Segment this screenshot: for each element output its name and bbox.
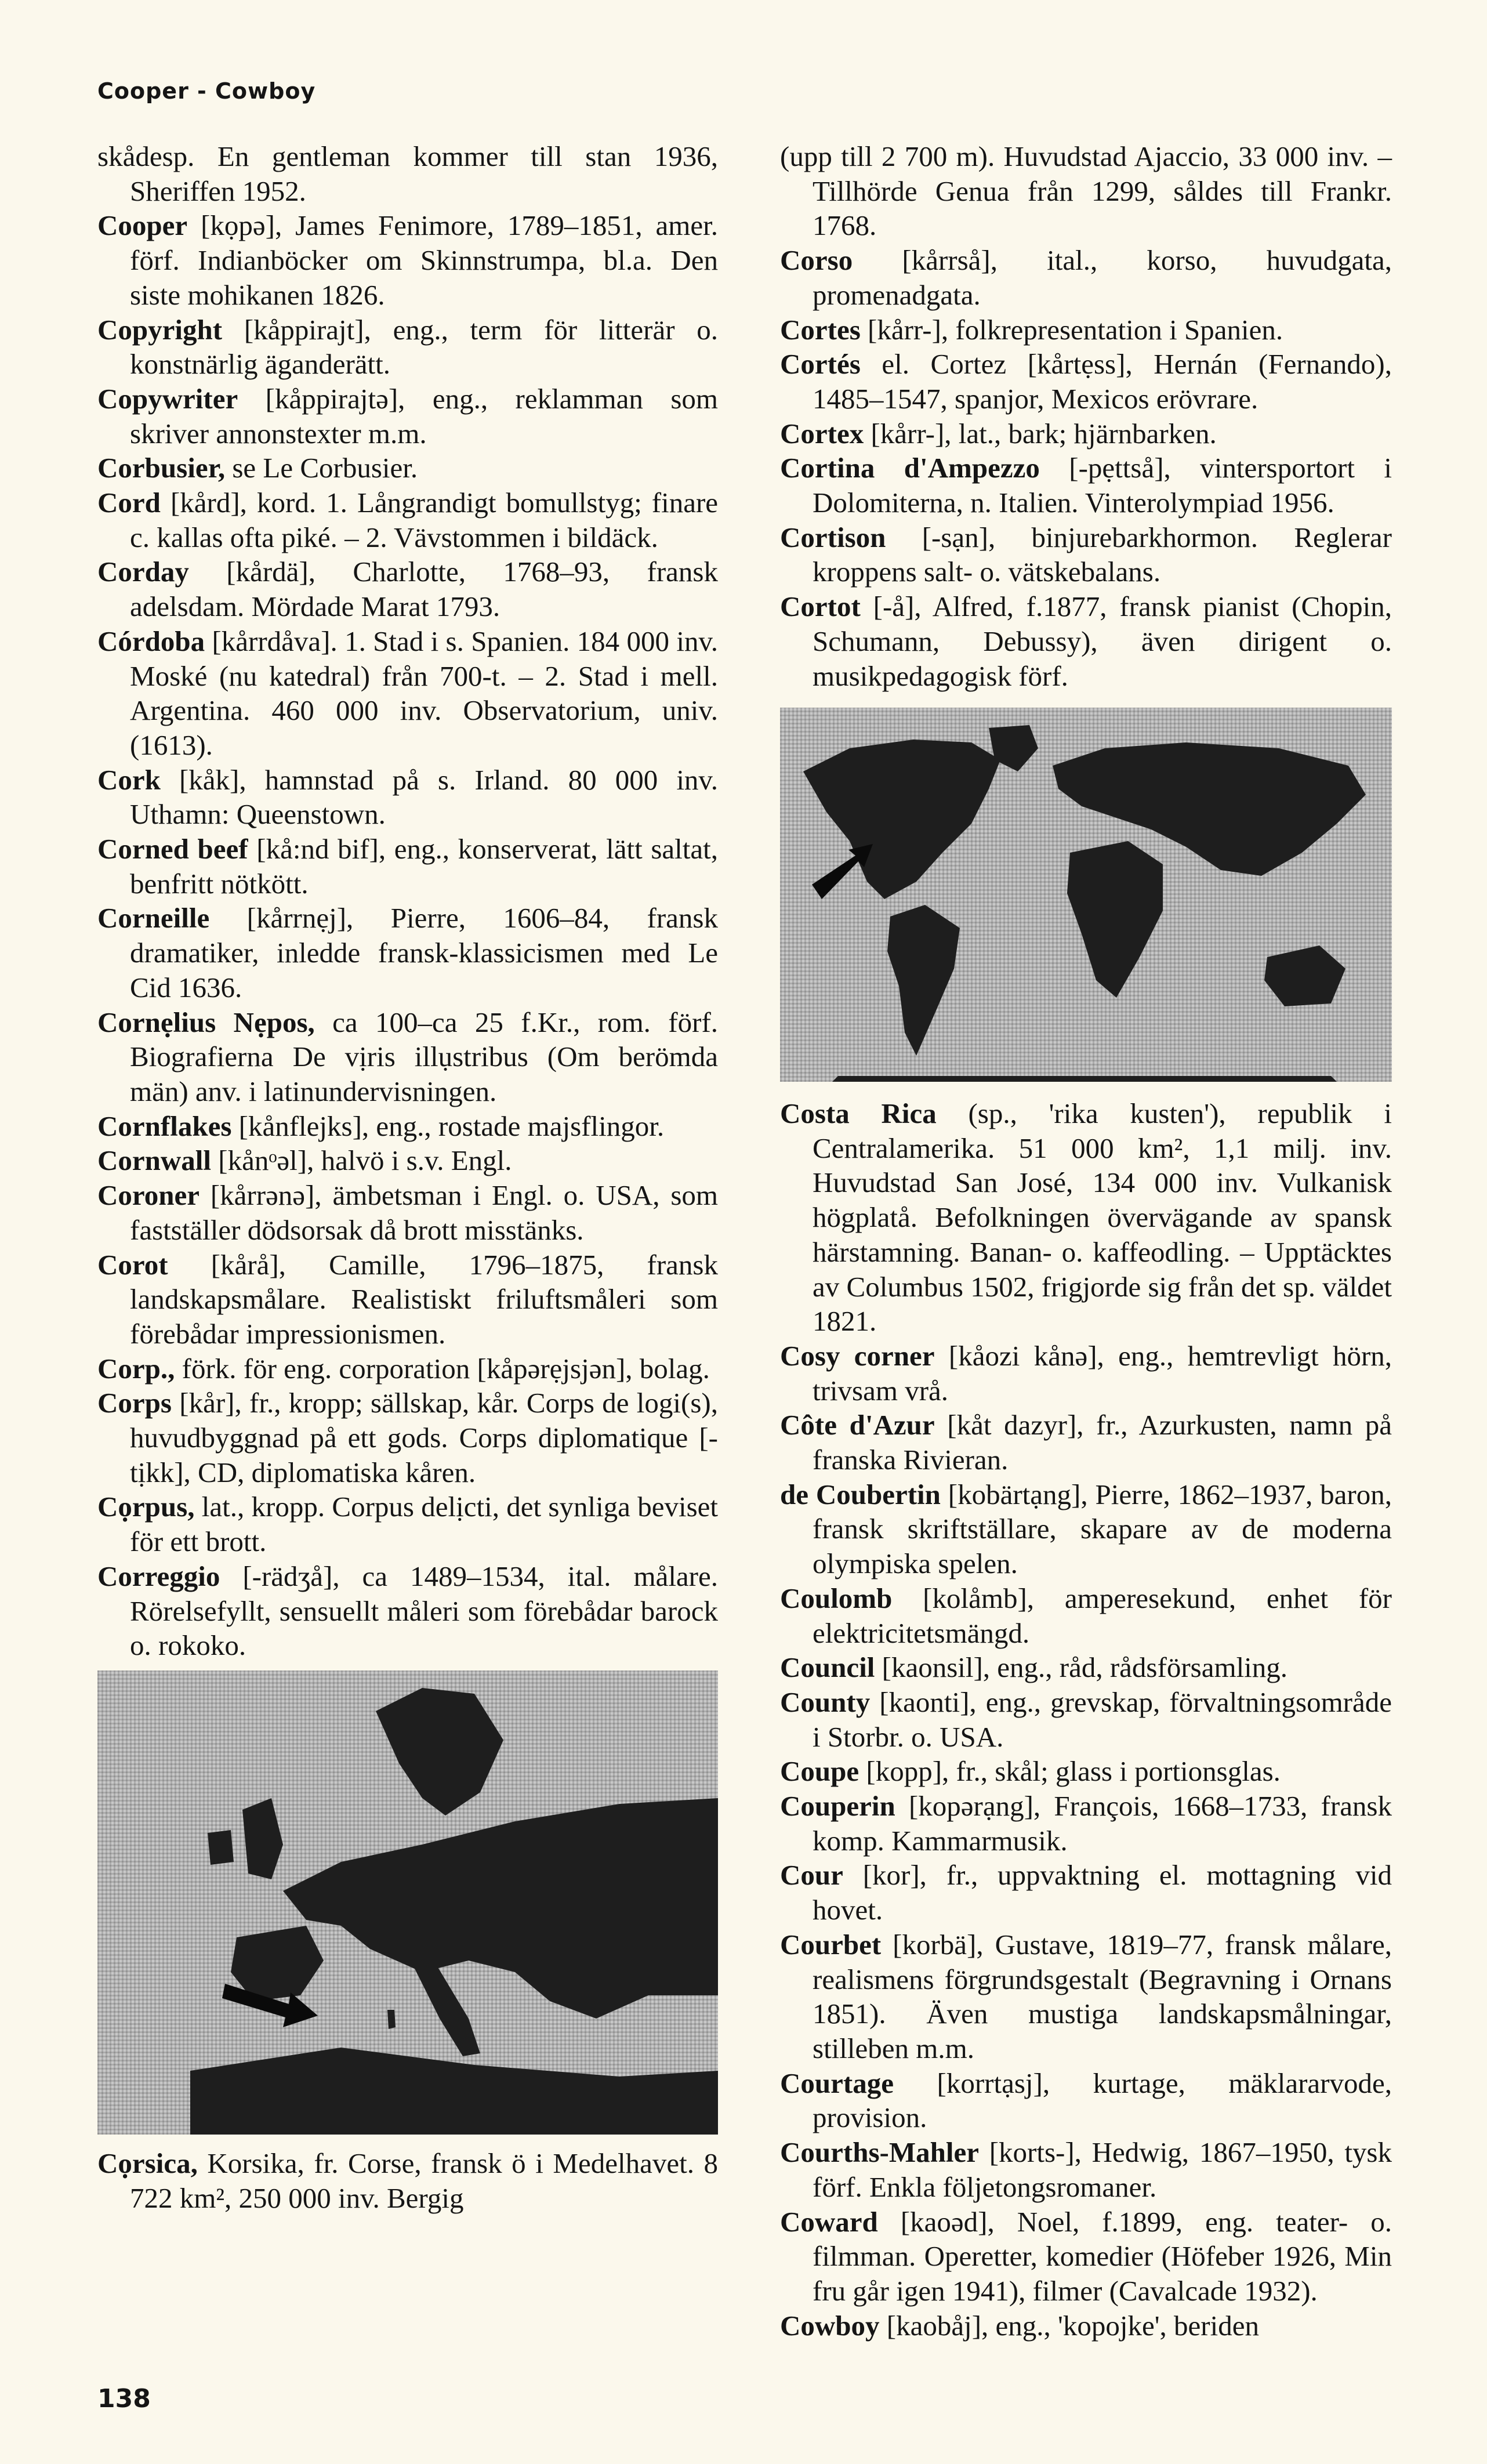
entry-text: [korbä], Gustave, 1819–77, fransk målare, realismens förgrundsgestalt (Begravning i Ornans 1851). Även mustiga landskapsmålningar, stilleben m.m. <box>813 1928 1392 2064</box>
entry-headword: Courtage <box>780 2067 894 2099</box>
entry-headword: Cosy corner <box>780 1339 935 1372</box>
entry-headword: Corps <box>97 1387 172 1419</box>
dictionary-entry <box>97 208 718 312</box>
entry-headword: Courbet <box>780 1928 882 1961</box>
entry-text: [kaobåj], eng., 'kopojke', beriden <box>886 2309 1259 2342</box>
dictionary-entry <box>97 1490 718 1559</box>
entry-headword: Council <box>780 1651 875 1684</box>
corsica-shape <box>387 2010 396 2029</box>
entry-headword: Corot <box>97 1248 168 1281</box>
dictionary-entry <box>97 1351 718 1386</box>
dictionary-entry <box>780 451 1392 520</box>
dictionary-entry <box>780 1650 1392 1685</box>
entry-text: skådesp. En gentleman kommer till stan 1936, Sheriffen 1952. <box>97 140 718 207</box>
entry-text: (upp till 2 700 m). Huvudstad Ajaccio, 33 000 inv. – Tillhörde Genua från 1299, såldes till Frankr. 1768. <box>780 140 1392 242</box>
entry-text: [kårr-], folkrepresentation i Spanien. <box>868 313 1283 346</box>
dictionary-entry <box>780 1581 1392 1650</box>
dictionary-entry <box>97 1109 718 1144</box>
dictionary-entry <box>780 520 1392 589</box>
dictionary-entry <box>780 1789 1392 1858</box>
entry-text: [kor], fr., uppvaktning el. mottagning vid hovet. <box>813 1859 1392 1926</box>
entry-text: [kårrdåva]. 1. Stad i s. Spanien. 184 000 inv. Moské (nu katedral) från 700-t. – 2. Stad i mell. Argentina. 460 000 inv. Observatorium, univ. (1613). <box>130 625 719 761</box>
entry-text: [kårrənə], ämbetsman i Engl. o. USA, som fastställer dödsorsak då brott misstänks. <box>130 1179 718 1246</box>
entry-headword: Correggio <box>97 1560 220 1592</box>
dictionary-entry <box>97 139 718 208</box>
dictionary-entry <box>780 243 1392 312</box>
dictionary-entry <box>97 1248 718 1351</box>
dictionary-entry <box>97 555 718 624</box>
entry-headword: Córdoba <box>97 625 205 657</box>
dictionary-entry <box>780 1408 1392 1477</box>
dictionary-entry <box>97 313 718 382</box>
dictionary-entry <box>780 1685 1392 1754</box>
british-isles-shape <box>242 1798 283 1879</box>
entry-headword: Courths-Mahler <box>780 2136 979 2169</box>
dictionary-entry <box>780 589 1392 693</box>
entry-headword: Copyright <box>97 313 223 346</box>
entry-headword: Cowboy <box>780 2309 880 2342</box>
right-column-tail <box>780 1096 1392 2343</box>
entry-text: (sp., 'rika kusten'), republik i Centralamerika. 51 000 km², 1,1 milj. inv. Huvudstad San José, 134 000 inv. Vulkanisk högplatå. Befolkningen övervägande av spansk härstamning. Banan- o. kaffeodling. – Upptäcktes av Columbus 1502, frigjorde sig från det sp. väldet 1821. <box>813 1097 1392 1338</box>
entry-headword: Cord <box>97 487 161 519</box>
entry-text: [kolåmb], amperesekund, enhet för elektricitetsmängd. <box>813 1582 1392 1649</box>
entry-text: [korts-], Hedwig, 1867–1950, tysk förf. Enkla följetongsromaner. <box>813 2136 1392 2203</box>
left-column <box>97 139 718 1663</box>
dictionary-entry <box>780 2309 1392 2343</box>
entry-text: [kånᵒəl], halvö i s.v. Engl. <box>218 1144 512 1177</box>
entry-text: [kåppirajtə], eng., reklamman som skriver annonstexter m.m. <box>130 382 719 450</box>
entry-headword: Cortés <box>780 348 861 381</box>
entry-headword: Corday <box>97 556 189 588</box>
entry-headword: Cork <box>97 763 161 796</box>
dictionary-entry <box>97 382 718 451</box>
entry-headword: de Coubertin <box>780 1478 941 1510</box>
entry-text: [kaonsil], eng., råd, rådsförsamling. <box>882 1651 1288 1684</box>
entry-text: [kobärtạng], Pierre, 1862–1937, baron, fransk skriftställare, skapare av de moderna olympiska spelen. <box>813 1478 1392 1580</box>
entry-text: förk. för eng. corporation [kåpərẹjsjən], bolag. <box>182 1352 710 1385</box>
entry-headword: Corneille <box>97 902 210 934</box>
entry-headword: Corbusier, <box>97 452 226 484</box>
entry-text: el. Cortez [kårtẹss], Hernán (Fernando), 1485–1547, spanjor, Mexicos erövrare. <box>813 348 1392 415</box>
australia-shape <box>1264 945 1345 1006</box>
entry-text: [-rädʒå], ca 1489–1534, ital. målare. Rörelsefyllt, sensuellt måleri som förebådar barock o. rokoko. <box>130 1560 718 1662</box>
entry-headword: Côte d'Azur <box>780 1409 935 1441</box>
entry-text: [-sạn], binjurebarkhormon. Reglerar kroppens salt- o. vätskebalans. <box>813 521 1392 588</box>
iberia-shape <box>231 1926 324 2001</box>
entry-text: [kårrså], ital., korso, huvudgata, promenadgata. <box>813 244 1392 311</box>
dictionary-entry <box>97 624 718 763</box>
entry-headword: Cooper <box>97 209 188 242</box>
continent-shape <box>283 1798 718 2019</box>
right-column <box>780 139 1392 693</box>
entry-text: [kopp], fr., skål; glass i portionsglas. <box>866 1755 1281 1788</box>
left-column-tail <box>97 2146 718 2215</box>
africa-shape <box>1067 841 1163 998</box>
dictionary-entry <box>780 347 1392 416</box>
dictionary-entry <box>97 2146 718 2215</box>
entry-headword: Corned beef <box>97 833 248 865</box>
entry-headword: Cornwall <box>97 1144 211 1177</box>
italy-shape <box>411 1961 480 2056</box>
entry-headword: Corso <box>780 244 853 277</box>
entry-headword: Cọrpus, <box>97 1491 195 1523</box>
entry-text: [kånflejks], eng., rostade majsflingor. <box>238 1110 665 1142</box>
entry-text: ca 100–ca 25 f.Kr., rom. förf. Biografierna De vịris illụstribus (Om berömda män) anv. i latinundervisningen. <box>130 1006 719 1107</box>
entry-headword: Coward <box>780 2205 878 2238</box>
running-head: Cooper - Cowboy <box>97 78 316 104</box>
south-america-shape <box>887 905 960 1056</box>
dictionary-entry <box>97 451 718 485</box>
world-map-figure <box>780 708 1392 1082</box>
dictionary-entry <box>780 2205 1392 2309</box>
dictionary-entry <box>780 1477 1392 1581</box>
scandinavia-shape <box>376 1688 503 1816</box>
entry-text: [korrtạsj], kurtage, mäklararvode, provision. <box>813 2067 1392 2134</box>
entry-headword: Coupe <box>780 1755 859 1788</box>
entry-headword: Cortina d'Ampezzo <box>780 452 1040 484</box>
entry-headword: Cour <box>780 1859 843 1892</box>
europe-map-svg <box>97 1671 718 2135</box>
entry-text: [kård], kord. 1. Långrandigt bomullstyg; finare c. kallas ofta piké. – 2. Vävstommen i bildäck. <box>130 487 719 553</box>
dictionary-entry <box>97 901 718 1005</box>
dictionary-entry <box>780 416 1392 451</box>
dictionary-entry <box>97 1178 718 1247</box>
entry-text: [kopərạng], François, 1668–1733, fransk komp. Kammarmusik. <box>813 1790 1392 1857</box>
entry-text: [kåt dazyr], fr., Azurkusten, namn på franska Rivieran. <box>813 1409 1392 1476</box>
entry-text: [kọpə], James Fenimore, 1789–1851, amer. förf. Indianböcker om Skinnstrumpa, bl.a. Den siste mohikanen 1826. <box>130 209 719 311</box>
entry-headword: Cornẹlius Nẹpos, <box>97 1006 315 1038</box>
entry-text: [-å], Alfred, f.1877, fransk pianist (Chopin, Schumann, Debussy), även dirigent o. musikpedagogisk förf. <box>813 590 1392 692</box>
entry-text: [kårdä], Charlotte, 1768–93, fransk adelsdam. Mördade Marat 1793. <box>130 556 718 623</box>
dictionary-entry <box>97 1005 718 1109</box>
entry-text: [kå:nd bif], eng., konserverat, lätt saltat, benfritt nötkött. <box>130 833 719 900</box>
entry-headword: Cortex <box>780 417 864 450</box>
entry-text: [kaonti], eng., grevskap, förvaltningsområde i Storbr. o. USA. <box>813 1686 1392 1753</box>
entry-text: [kåppirajt], eng., term för litterär o. konstnärlig äganderätt. <box>130 313 718 381</box>
dictionary-entry <box>780 1096 1392 1339</box>
entry-text: [kårå], Camille, 1796–1875, fransk landskapsmålare. Realistiskt friluftsmåleri som förebådar impressionismen. <box>130 1248 718 1350</box>
entry-text: Korsika, fr. Corse, fransk ö i Medelhavet. 8 722 km², 250 000 inv. Bergig <box>130 2147 718 2214</box>
entry-headword: Costa Rica <box>780 1097 937 1129</box>
entry-text: [kåk], hamnstad på s. Irland. 80 000 inv. Uthamn: Queenstown. <box>130 763 718 831</box>
antarctica-shape <box>832 1076 1337 1082</box>
entry-headword: Copywriter <box>97 382 238 415</box>
ireland-shape <box>208 1830 234 1865</box>
world-map-svg <box>780 708 1392 1082</box>
dictionary-entry <box>780 1927 1392 2066</box>
dictionary-entry <box>97 1386 718 1490</box>
entry-headword: Cortot <box>780 590 861 623</box>
dictionary-entry <box>97 832 718 901</box>
dictionary-entry <box>97 1559 718 1663</box>
page-number: 138 <box>97 2384 151 2414</box>
dictionary-entry <box>780 1858 1392 1927</box>
entry-headword: Cọrsica, <box>97 2147 198 2179</box>
entry-text: [kåozi kånə], eng., hemtrevligt hörn, trivsam vrå. <box>813 1339 1392 1407</box>
dictionary-entry <box>97 763 718 832</box>
dictionary-entry <box>780 139 1392 243</box>
entry-text: [kår], fr., kropp; sällskap, kår. Corps de logi(s), huvudbyggnad på ett gods. Corps diplomatique [-tịkk], CD, diplomatiska kåren. <box>130 1387 718 1488</box>
dictionary-entry <box>97 485 718 555</box>
entry-headword: Cortes <box>780 313 861 346</box>
dictionary-entry <box>97 1143 718 1178</box>
entry-text: se Le Corbusier. <box>232 452 418 484</box>
entry-text: [kaoəd], Noel, f.1899, eng. teater- o. filmman. Operetter, komedier (Höfeber 1926, Min fru går igen 1941), filmer (Cavalcade 1932). <box>813 2205 1392 2307</box>
dictionary-entry <box>780 2066 1392 2135</box>
entry-headword: Cortison <box>780 521 886 553</box>
entry-headword: Couperin <box>780 1790 895 1822</box>
dictionary-entry <box>780 1754 1392 1789</box>
europe-map-figure <box>97 1671 718 2135</box>
dictionary-entry <box>780 1339 1392 1408</box>
dictionary-entry <box>780 313 1392 347</box>
entry-headword: Coroner <box>97 1179 200 1212</box>
entry-text: [kårr-], lat., bark; hjärnbarken. <box>871 417 1217 450</box>
north-africa-shape <box>190 2048 718 2135</box>
entry-text: [-pẹttså], vintersportort i Dolomiterna, n. Italien. Vinterolympiad 1956. <box>813 452 1392 519</box>
dictionary-entry <box>780 2135 1392 2204</box>
entry-headword: County <box>780 1686 871 1718</box>
entry-headword: Cornflakes <box>97 1110 232 1142</box>
entry-text: [kårrnẹj], Pierre, 1606–84, fransk dramatiker, inledde fransk-klassicismen med Le Cid 1636. <box>130 902 718 1003</box>
entry-headword: Coulomb <box>780 1582 893 1614</box>
entry-text: lat., kropp. Corpus delịcti, det synliga beviset för ett brott. <box>130 1491 719 1558</box>
entry-headword: Corp., <box>97 1352 175 1385</box>
